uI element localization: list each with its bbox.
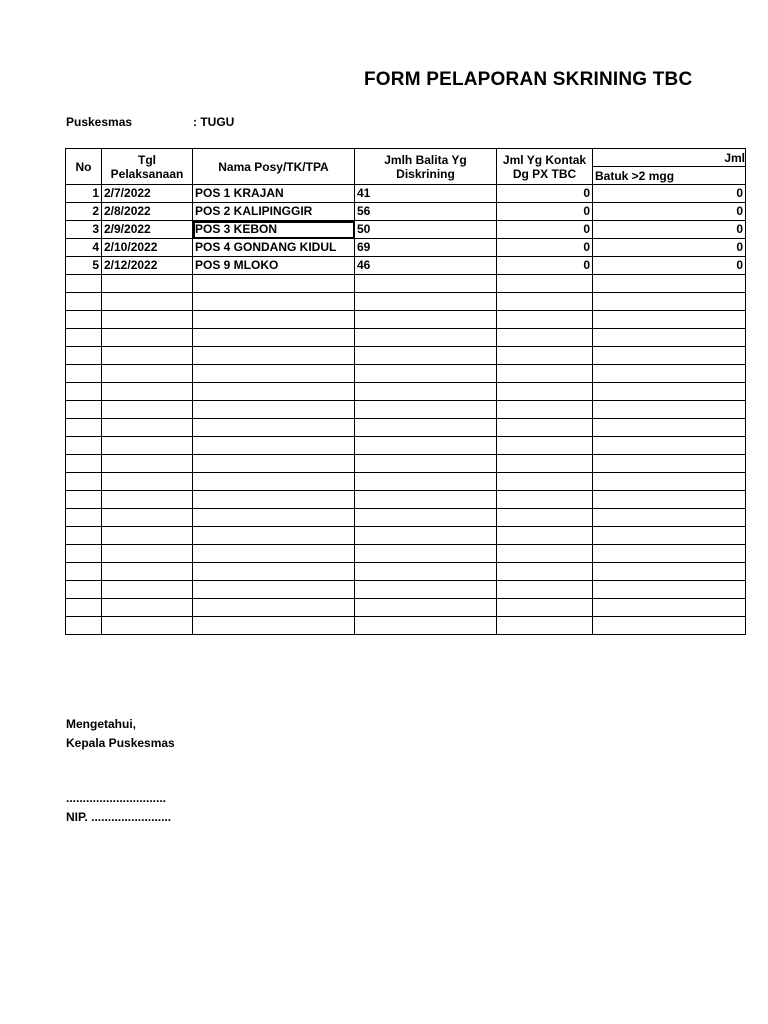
- cell-jmlh[interactable]: 69: [355, 239, 497, 257]
- empty-cell[interactable]: [593, 437, 746, 455]
- empty-row: [66, 419, 746, 437]
- cell-no[interactable]: 5: [66, 257, 102, 275]
- empty-cell[interactable]: [355, 365, 497, 383]
- empty-cell[interactable]: [66, 437, 102, 455]
- empty-cell[interactable]: [66, 347, 102, 365]
- footer-signature-line: ..............................: [66, 791, 167, 805]
- empty-cell[interactable]: [193, 311, 355, 329]
- empty-cell[interactable]: [497, 293, 593, 311]
- empty-row: [66, 491, 746, 509]
- empty-cell[interactable]: [497, 491, 593, 509]
- cell-batuk[interactable]: [593, 185, 746, 203]
- cell-jmlh[interactable]: 56: [355, 203, 497, 221]
- empty-cell[interactable]: [102, 419, 193, 437]
- empty-cell[interactable]: [102, 599, 193, 617]
- empty-cell[interactable]: [66, 545, 102, 563]
- empty-cell[interactable]: [497, 419, 593, 437]
- empty-cell[interactable]: [355, 293, 497, 311]
- empty-cell[interactable]: [593, 617, 746, 635]
- empty-cell[interactable]: [355, 401, 497, 419]
- cell-nama[interactable]: POS 9 MLOKO: [193, 257, 355, 275]
- empty-cell[interactable]: [66, 419, 102, 437]
- cell-batuk-value: 0: [736, 222, 743, 236]
- empty-row: [66, 275, 746, 293]
- empty-row: [66, 563, 746, 581]
- empty-cell[interactable]: [355, 563, 497, 581]
- empty-cell[interactable]: [193, 545, 355, 563]
- empty-cell[interactable]: [593, 563, 746, 581]
- header-no[interactable]: No: [66, 149, 102, 185]
- cell-tgl[interactable]: 2/8/2022: [102, 203, 193, 221]
- empty-cell[interactable]: [102, 545, 193, 563]
- empty-row: [66, 617, 746, 635]
- empty-cell[interactable]: [102, 293, 193, 311]
- empty-cell[interactable]: [593, 383, 746, 401]
- empty-cell[interactable]: [593, 347, 746, 365]
- empty-row: [66, 293, 746, 311]
- empty-cell[interactable]: [355, 509, 497, 527]
- empty-row: [66, 455, 746, 473]
- empty-cell[interactable]: [593, 491, 746, 509]
- empty-cell[interactable]: [66, 473, 102, 491]
- empty-cell[interactable]: [355, 275, 497, 293]
- empty-cell[interactable]: [355, 419, 497, 437]
- empty-cell[interactable]: [66, 293, 102, 311]
- empty-cell[interactable]: [193, 581, 355, 599]
- empty-row: [66, 599, 746, 617]
- empty-cell[interactable]: [66, 275, 102, 293]
- empty-cell[interactable]: [497, 617, 593, 635]
- empty-row: [66, 527, 746, 545]
- header-jmlh-balita[interactable]: Jmlh Balita Yg Diskrining: [355, 149, 497, 185]
- empty-cell[interactable]: [497, 329, 593, 347]
- screening-table: [65, 148, 746, 635]
- empty-cell[interactable]: [193, 473, 355, 491]
- empty-cell[interactable]: [102, 563, 193, 581]
- table-row: [66, 185, 746, 203]
- empty-cell[interactable]: [355, 581, 497, 599]
- empty-cell[interactable]: [193, 491, 355, 509]
- empty-cell[interactable]: [593, 365, 746, 383]
- cell-tgl[interactable]: 2/10/2022: [102, 239, 193, 257]
- header-tgl[interactable]: Tgl Pelaksanaan: [102, 149, 193, 185]
- empty-cell[interactable]: [102, 311, 193, 329]
- empty-cell[interactable]: [355, 347, 497, 365]
- cell-batuk[interactable]: [593, 257, 746, 275]
- cell-nama[interactable]: POS 1 KRAJAN: [193, 185, 355, 203]
- empty-cell[interactable]: [593, 599, 746, 617]
- empty-cell[interactable]: [355, 329, 497, 347]
- empty-cell[interactable]: [355, 599, 497, 617]
- empty-cell[interactable]: [497, 527, 593, 545]
- empty-cell[interactable]: [66, 455, 102, 473]
- puskesmas-label: Puskesmas: [66, 115, 133, 129]
- empty-cell[interactable]: [102, 527, 193, 545]
- empty-cell[interactable]: [593, 401, 746, 419]
- empty-cell[interactable]: [66, 563, 102, 581]
- empty-cell[interactable]: [66, 401, 102, 419]
- empty-row: [66, 437, 746, 455]
- empty-cell[interactable]: [497, 347, 593, 365]
- footer-nip: NIP. ........................: [66, 810, 172, 824]
- cell-kontak[interactable]: 0: [497, 203, 593, 221]
- empty-cell[interactable]: [593, 527, 746, 545]
- empty-cell[interactable]: [193, 347, 355, 365]
- cell-batuk[interactable]: [593, 239, 746, 257]
- empty-cell[interactable]: [497, 563, 593, 581]
- empty-cell[interactable]: [593, 311, 746, 329]
- form-title: FORM PELAPORAN SKRINING TBC: [364, 69, 693, 90]
- empty-cell[interactable]: [593, 329, 746, 347]
- empty-cell[interactable]: [355, 383, 497, 401]
- empty-cell[interactable]: [593, 545, 746, 563]
- empty-cell[interactable]: [497, 365, 593, 383]
- cell-tgl[interactable]: 2/12/2022: [102, 257, 193, 275]
- cell-no[interactable]: 2: [66, 203, 102, 221]
- header-nama[interactable]: Nama Posy/TK/TPA: [193, 149, 355, 185]
- empty-cell[interactable]: [497, 383, 593, 401]
- cell-tgl[interactable]: 2/9/2022: [102, 221, 193, 239]
- empty-cell[interactable]: [102, 275, 193, 293]
- header-jml-group[interactable]: [593, 149, 746, 167]
- empty-cell[interactable]: [497, 275, 593, 293]
- empty-cell[interactable]: [193, 455, 355, 473]
- cell-batuk[interactable]: [593, 221, 746, 239]
- empty-cell[interactable]: [355, 455, 497, 473]
- empty-row: [66, 329, 746, 347]
- empty-cell[interactable]: [193, 599, 355, 617]
- empty-cell[interactable]: [593, 419, 746, 437]
- empty-row: [66, 581, 746, 599]
- cell-kontak[interactable]: 0: [497, 239, 593, 257]
- empty-row: [66, 545, 746, 563]
- cell-nama[interactable]: POS 2 KALIPINGGIR: [193, 203, 355, 221]
- empty-cell[interactable]: [102, 473, 193, 491]
- empty-cell[interactable]: [497, 599, 593, 617]
- empty-cell[interactable]: [593, 275, 746, 293]
- empty-row: [66, 347, 746, 365]
- empty-cell[interactable]: [102, 617, 193, 635]
- cell-tgl[interactable]: 2/7/2022: [102, 185, 193, 203]
- empty-cell[interactable]: [193, 293, 355, 311]
- empty-cell[interactable]: [497, 509, 593, 527]
- empty-cell[interactable]: [355, 545, 497, 563]
- empty-cell[interactable]: [497, 581, 593, 599]
- empty-cell[interactable]: [66, 365, 102, 383]
- empty-cell[interactable]: [193, 275, 355, 293]
- empty-row: [66, 509, 746, 527]
- cell-batuk-value: 0: [736, 186, 743, 200]
- empty-cell[interactable]: [497, 473, 593, 491]
- empty-cell[interactable]: [593, 581, 746, 599]
- empty-row: [66, 365, 746, 383]
- cell-batuk[interactable]: [593, 203, 746, 221]
- empty-cell[interactable]: [593, 293, 746, 311]
- empty-cell[interactable]: [193, 419, 355, 437]
- empty-cell[interactable]: [193, 329, 355, 347]
- empty-cell[interactable]: [193, 365, 355, 383]
- empty-cell[interactable]: [593, 509, 746, 527]
- empty-cell[interactable]: [102, 401, 193, 419]
- empty-cell[interactable]: [102, 329, 193, 347]
- empty-cell[interactable]: [193, 509, 355, 527]
- empty-cell[interactable]: [355, 527, 497, 545]
- empty-cell[interactable]: [497, 455, 593, 473]
- empty-cell[interactable]: [593, 473, 746, 491]
- empty-cell[interactable]: [193, 401, 355, 419]
- empty-row: [66, 311, 746, 329]
- empty-cell[interactable]: [193, 383, 355, 401]
- empty-cell[interactable]: [497, 545, 593, 563]
- empty-cell[interactable]: [102, 509, 193, 527]
- cell-no[interactable]: 1: [66, 185, 102, 203]
- empty-cell[interactable]: [66, 491, 102, 509]
- empty-cell[interactable]: [66, 383, 102, 401]
- empty-cell[interactable]: [66, 617, 102, 635]
- empty-cell[interactable]: [193, 563, 355, 581]
- table-body: [66, 185, 746, 635]
- cell-batuk-value: 0: [736, 240, 743, 254]
- empty-cell[interactable]: [355, 473, 497, 491]
- footer-kepala: Kepala Puskesmas: [66, 736, 175, 750]
- puskesmas-value: : TUGU: [193, 115, 235, 129]
- header-batuk[interactable]: Batuk >2 mgg: [593, 167, 746, 185]
- cell-jmlh[interactable]: 46: [355, 257, 497, 275]
- empty-cell[interactable]: [355, 437, 497, 455]
- empty-cell[interactable]: [66, 527, 102, 545]
- empty-cell[interactable]: [193, 527, 355, 545]
- empty-cell[interactable]: [497, 311, 593, 329]
- empty-row: [66, 473, 746, 491]
- cell-batuk-value: 0: [736, 258, 743, 272]
- empty-row: [66, 401, 746, 419]
- empty-cell[interactable]: [193, 617, 355, 635]
- empty-cell[interactable]: [497, 437, 593, 455]
- cell-batuk-value: 0: [736, 204, 743, 218]
- cell-no[interactable]: 3: [66, 221, 102, 239]
- table-row: [66, 257, 746, 275]
- empty-cell[interactable]: [66, 599, 102, 617]
- empty-row: [66, 383, 746, 401]
- cell-no[interactable]: 4: [66, 239, 102, 257]
- empty-cell[interactable]: [593, 455, 746, 473]
- cell-kontak[interactable]: 0: [497, 185, 593, 203]
- cell-nama-selected[interactable]: POS 3 KEBON: [193, 221, 355, 239]
- empty-cell[interactable]: [355, 617, 497, 635]
- footer-mengetahui: Mengetahui,: [66, 717, 137, 731]
- empty-cell[interactable]: [102, 455, 193, 473]
- cell-nama[interactable]: POS 4 GONDANG KIDUL: [193, 239, 355, 257]
- cell-kontak[interactable]: 0: [497, 221, 593, 239]
- empty-cell[interactable]: [193, 437, 355, 455]
- table-row: [66, 239, 746, 257]
- empty-cell[interactable]: [102, 347, 193, 365]
- empty-cell[interactable]: [66, 329, 102, 347]
- empty-cell[interactable]: [355, 491, 497, 509]
- cell-kontak[interactable]: 0: [497, 257, 593, 275]
- empty-cell[interactable]: [66, 581, 102, 599]
- empty-cell[interactable]: [497, 401, 593, 419]
- table-row: [66, 203, 746, 221]
- empty-cell[interactable]: [355, 311, 497, 329]
- empty-cell[interactable]: [102, 437, 193, 455]
- cell-jmlh[interactable]: 41: [355, 185, 497, 203]
- cell-jmlh[interactable]: 50: [355, 221, 497, 239]
- empty-cell[interactable]: [102, 383, 193, 401]
- empty-cell[interactable]: [66, 311, 102, 329]
- header-jml-text: Jml: [724, 150, 745, 165]
- empty-cell[interactable]: [66, 509, 102, 527]
- empty-cell[interactable]: [102, 365, 193, 383]
- header-jml-kontak[interactable]: Jml Yg Kontak Dg PX TBC: [497, 149, 593, 185]
- table-row: [66, 221, 746, 239]
- empty-cell[interactable]: [102, 491, 193, 509]
- empty-cell[interactable]: [102, 581, 193, 599]
